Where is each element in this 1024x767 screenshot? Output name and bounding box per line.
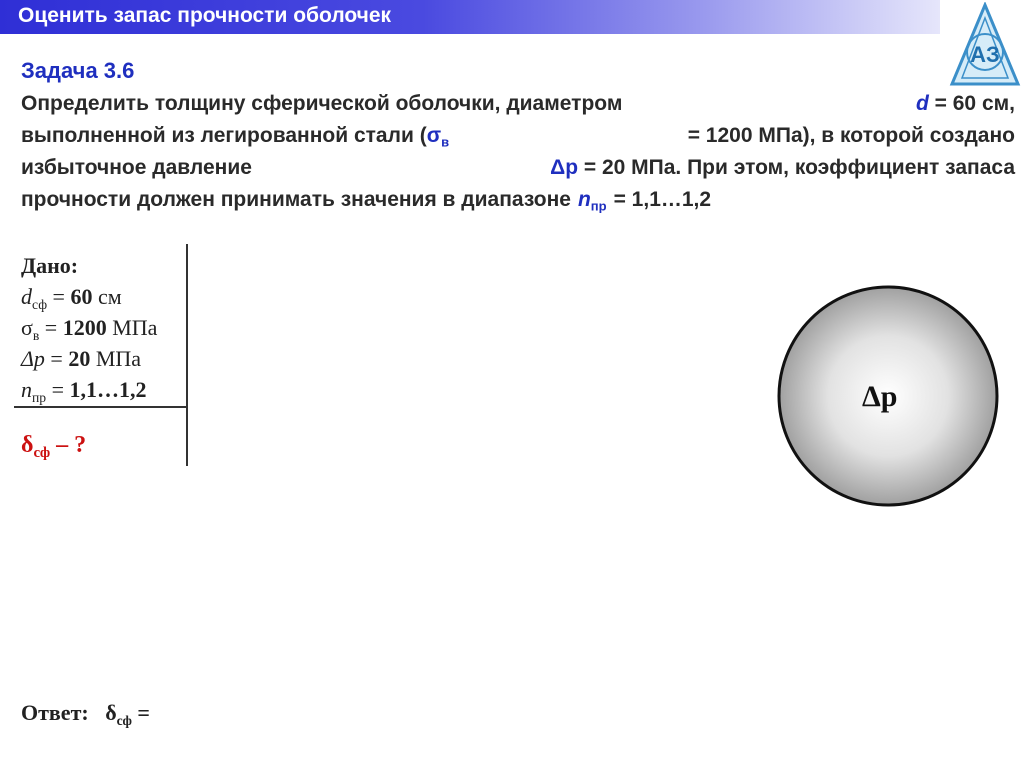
task-statement — [21, 88, 1015, 216]
given-divider-horizontal — [14, 406, 188, 408]
svg-text:АЗ: АЗ — [970, 42, 1000, 67]
statement-line-1: Определить толщину сферической оболочки, диаметром d = 60 см, — [21, 92, 1015, 115]
statement-line-3: избыточное давление Δp = 20 МПа. При этом, коэффициент запаса — [21, 156, 1015, 179]
answer-label: Ответ: — [21, 700, 89, 725]
given-divider-vertical — [186, 244, 188, 466]
slide-title: Оценить запас прочности оболочек — [18, 4, 392, 27]
statement-line-4: прочности должен принимать значения в диапазоне $n_{пр}$ = 1,1…1,2 — [21, 188, 712, 214]
answer-line: Ответ: $\delta_{сф}$ = — [21, 700, 150, 728]
find-unknown: $\delta_{сф}$ – ? — [21, 432, 87, 462]
pressure-label: Δp — [862, 380, 898, 413]
title-bar — [0, 0, 940, 34]
statement-line-2: выполненной из легированной стали ($\sigma_в$ = 1200 МПа), в которой создано — [21, 124, 1015, 150]
given-pressure: Δp = 20 МПа — [21, 346, 142, 371]
given-heading: Дано: — [21, 253, 79, 278]
task-title: Задача 3.6 — [21, 58, 135, 83]
given-diameter: $d_{сф} = 60$ см — [21, 284, 122, 312]
given-sigma: $\sigma_в = 1200$ МПа — [21, 315, 158, 343]
given-block — [21, 250, 157, 405]
az-logo-icon — [948, 2, 1022, 88]
given-safety-factor: $n_{пр}$ = 1,1…1,2 — [21, 377, 147, 405]
